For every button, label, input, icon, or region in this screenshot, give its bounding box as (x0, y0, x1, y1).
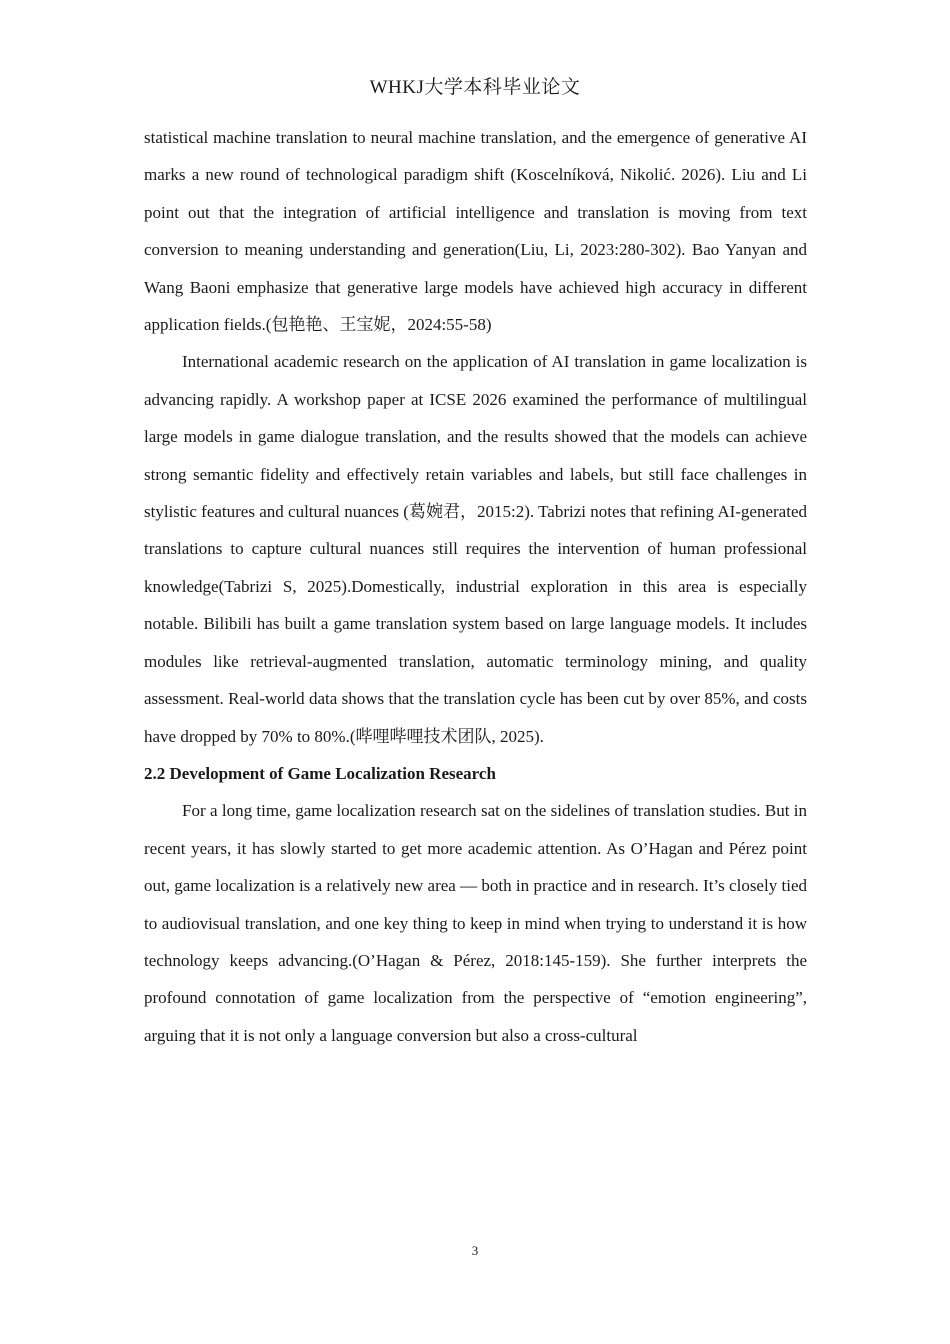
document-body (144, 119, 807, 1054)
body-paragraph-1: statistical machine translation to neural machine translation, and the emergence of generative AI marks a new round of technological paradigm shift (Koscelníková, Nikolić. 2026). Liu and Li point out that the integration of artificial intelligence and translation is moving from text conversion to meaning understanding and generation(Liu, Li, 2023:280-302). Bao Yanyan and Wang Baoni emphasize that generative large models have achieved high accuracy in different application fields.(包艳艳、王宝妮，2024:55-58) (144, 128, 807, 335)
page-number: 3 (471, 1243, 479, 1258)
page-header: WHKJ大学本科毕业论文 (369, 77, 581, 98)
section-heading: 2.2 Development of Game Localization Research (144, 763, 496, 783)
body-paragraph-2: International academic research on the application of AI translation in game localization is advancing rapidly. A workshop paper at ICSE 2026 examined the performance of multilingual large models in game dialogue translation, and the results showed that the models can achieve strong semantic fidelity and effectively retain variables and labels, but still face challenges in stylistic features and cultural nuances (葛婉君，2015:2). Tabrizi notes that refining AI-generated translations to capture cultural nuances still requires the intervention of human professional knowledge(Tabrizi S, 2025).Domestically, industrial exploration in this area is especially notable. Bilibili has built a game translation system based on large language models. It includes modules like retrieval-augmented translation, automatic terminology mining, and quality assessment. Real-world data shows that the translation cycle has been cut by over 85%, and costs have dropped by 70% to 80%.(哔哩哔哩技术团队, 2025). (144, 352, 807, 746)
body-paragraph-3: For a long time, game localization research sat on the sidelines of translation studies. But in recent years, it has slowly started to get more academic attention. As O’Hagan and Pérez point out, game localization is a relatively new area — both in practice and in research. It’s closely tied to audiovisual translation, and one key thing to keep in mind when trying to understand it is how technology keeps advancing.(O’Hagan & Pérez, 2018:145-159). She further interprets the profound connotation of game localization from the perspective of “emotion engineering”, arguing that it is not only a language conversion but also a cross-cultural (144, 801, 807, 1045)
